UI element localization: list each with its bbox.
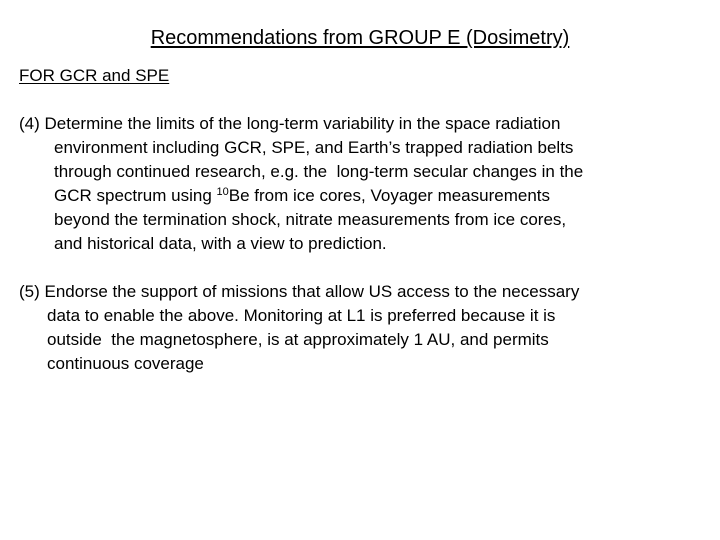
rec4-line-3: through continued research, e.g. the long-term secular changes in the [54, 162, 584, 181]
isotope-superscript: 10 [216, 186, 229, 198]
rec4-line-2: environment including GCR, SPE, and Earth’s trapped radiation belts [54, 138, 574, 157]
recommendation-4 [19, 112, 709, 256]
slide-title: Recommendations from GROUP E (Dosimetry) [150, 27, 570, 49]
recommendation-5 [19, 280, 709, 376]
rec5-line-1: (5) Endorse the support of missions that allow US access to the necessary [19, 282, 580, 301]
section-heading: FOR GCR and SPE [19, 66, 170, 85]
rec5-line-3: outside the magnetosphere, is at approximately 1 AU, and permits [47, 330, 549, 349]
rec4-line-1: (4) Determine the limits of the long-term variability in the space radiation [19, 114, 561, 133]
rec5-line-2: data to enable the above. Monitoring at L1 is preferred because it is [47, 306, 556, 325]
rec5-line-4: continuous coverage [47, 354, 204, 373]
rec4-line-4 [19, 184, 709, 208]
rec4-line-6: and historical data, with a view to prediction. [54, 234, 387, 253]
rec4-line-4-end: Be from ice cores, Voyager measurements [228, 186, 550, 205]
rec4-line-5: beyond the termination shock, nitrate measurements from ice cores, [54, 210, 567, 229]
rec4-line-4-start: GCR spectrum using [54, 186, 217, 205]
